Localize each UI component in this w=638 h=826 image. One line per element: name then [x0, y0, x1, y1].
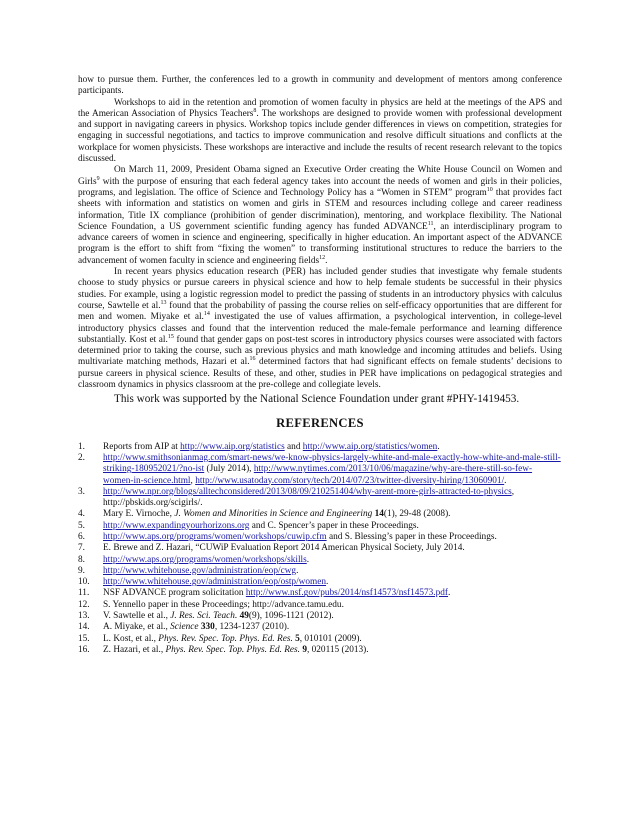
reference-item — [78, 521, 562, 532]
reference-number: 5. — [78, 520, 85, 531]
paragraph-text: . — [325, 255, 328, 266]
reference-link[interactable]: http://www.smithsonianmag.com/smart-news/we-know-physics-largely-white-and-male-exactly-how-white-and-male-still-striking-180952021/?no-ist — [103, 452, 561, 475]
reference-number: 7. — [78, 543, 85, 554]
citation-superscript: 12 — [319, 254, 326, 261]
reference-item — [78, 453, 562, 487]
paragraph-white-house — [78, 165, 562, 267]
volume-number: 5 — [295, 633, 300, 644]
reference-number: 13. — [78, 611, 90, 622]
citation-superscript: 11 — [427, 220, 434, 227]
reference-number: 1. — [78, 441, 85, 452]
reference-text: (9), 1096-1121 (2012). — [248, 611, 334, 622]
reference-text: and C. Spencer’s paper in these Proceedings. — [249, 520, 419, 531]
reference-item — [78, 577, 562, 588]
reference-item — [78, 509, 562, 520]
reference-link[interactable]: http://www.whitehouse.gov/administration/eop/ostp/women — [103, 577, 327, 588]
reference-link[interactable]: http://www.npr.org/blogs/alltechconsidered/2013/08/09/210251404/why-arent-more-girls-attracted-to-physics — [103, 486, 512, 497]
paragraph-text: that provides fact sheets with information and statistics on women and girls in STEM and resources including college and career readiness information, Title IX compliance (prohibition of gender discrimination), mentoring, and workplace flexibility. The National Science Foundation, a US government scientific funding agency has funded ADVANCE — [78, 187, 562, 232]
paragraph-text: found that gender gaps on post-test scores in introductory physics courses were associated with factors determined prior to taking the course, such as previous physics and math knowledge and incoming attitudes and beliefs. Using multivariate matching methods, Hazari et al. — [78, 334, 562, 368]
paragraph-text: determined factors that had significant effects on female students’ decisions to pursue careers in physical science. Results of these, and other, studies in PER have implications on pedagogical strategies and classroom dynamics in physics classroom at the pre-college and collegiate levels. — [78, 357, 562, 391]
reference-link[interactable]: http://www.aps.org/programs/women/workshops/cuwip.cfm — [103, 531, 327, 542]
reference-text: S. Yennello paper in these Proceedings; http://advance.tamu.edu. — [103, 599, 344, 610]
citation-superscript: 10 — [486, 186, 493, 193]
paragraph-per-research — [78, 267, 562, 391]
reference-text: , 020115 (2013). — [306, 644, 369, 655]
reference-text: L. Kost, et al., — [103, 633, 159, 644]
paragraph-text: Workshops to aid in the retention and promotion of women faculty in physics are held at the meetings of the APS and the American Association of Physics Teachers — [78, 97, 562, 119]
reference-text: , 010101 (2009). — [299, 633, 362, 644]
reference-link[interactable]: http://www.aip.org/statistics/women — [302, 441, 438, 452]
reference-number: 14. — [78, 622, 90, 633]
reference-item — [78, 611, 562, 622]
reference-item — [78, 543, 562, 554]
reference-item — [78, 442, 562, 453]
reference-text: , — [190, 475, 196, 486]
reference-list — [78, 442, 562, 657]
reference-text: NSF ADVANCE program solicitation — [103, 588, 246, 599]
reference-item — [78, 566, 562, 577]
journal-title: J. Women and Minorities in Science and Engineering — [174, 509, 373, 520]
reference-link[interactable]: http://www.nsf.gov/pubs/2014/nsf14573/nsf14573.pdf — [245, 588, 449, 599]
reference-link[interactable]: http://www.whitehouse.gov/administration/eop/cwg — [103, 565, 297, 576]
paragraph-text: investigated the use of values affirmation, a psychological intervention, in college-level introductory physics classes and found that the intervention reduced the male-female performance and learning difference substantially. Kost et al. — [78, 312, 562, 345]
reference-text: , 1234-1237 (2010). — [214, 622, 290, 633]
reference-item — [78, 532, 562, 543]
reference-text: . — [504, 475, 507, 486]
volume-number: 49 — [239, 611, 249, 622]
paragraph-text: how to pursue them. Further, the conferences led to a growth in community and development of mentors among conference participants. — [78, 75, 562, 97]
reference-link[interactable]: http://www.expandingyourhorizons.org — [103, 520, 250, 531]
paragraph-text: , an interdisciplinary program to advance careers of women in science and engineering, specifically in higher education. An important aspect of the ADVANCE program is the effort to shift from “fixing the women” to transforming institutional structures to reduce the barriers to the advancement of women faculty in science and engineering fields — [78, 221, 562, 266]
reference-text: (1), 29-48 (2008). — [383, 509, 451, 520]
reference-number: 9. — [78, 565, 85, 576]
reference-item — [78, 634, 562, 645]
reference-number: 8. — [78, 554, 85, 565]
paragraph-conferences — [78, 75, 562, 98]
citation-superscript: 15 — [167, 333, 174, 340]
reference-text: and S. Blessing’s paper in these Proceedings. — [326, 531, 497, 542]
reference-number: 16. — [78, 644, 90, 655]
paragraph-workshops — [78, 98, 562, 166]
reference-link[interactable]: http://www.aps.org/programs/women/workshops/skills — [103, 554, 307, 565]
reference-link[interactable]: http://www.aip.org/statistics — [180, 441, 285, 452]
paragraph-text: On March 11, 2009, President Obama signed an Executive Order creating the White House Council on Women and Girls — [78, 165, 562, 187]
journal-title: J. Res. Sci. Teach. — [170, 611, 238, 622]
reference-text: Reports from AIP at — [103, 441, 181, 452]
reference-item — [78, 555, 562, 566]
document-page — [78, 75, 562, 656]
journal-title: Phys. Rev. Spec. Top. Phys. Ed. Res. — [158, 633, 293, 644]
reference-number: 3. — [78, 486, 85, 497]
reference-number: 6. — [78, 531, 85, 542]
reference-text: . — [306, 554, 310, 565]
reference-item — [78, 645, 562, 656]
reference-item — [78, 487, 562, 510]
reference-text: Z. Hazari, et al., — [103, 644, 166, 655]
reference-text: (July 2014), — [204, 464, 254, 475]
citation-superscript: 13 — [160, 299, 167, 306]
paragraph-text: In recent years physics education research (PER) has included gender studies that investigate why female students choose to study physics or pursue careers in physical science and how to help female students be successful in their physics studies. For example, using a logistic regression model to predict the passing of students in an introductory physics with calculus course, Sawtelle et al. — [78, 267, 562, 311]
reference-text: . — [437, 441, 440, 452]
journal-title: Science — [170, 622, 199, 633]
volume-number: 9 — [302, 644, 307, 655]
reference-text: A. Miyake, et al., — [103, 622, 171, 633]
reference-number: 15. — [78, 633, 90, 644]
reference-text: V. Sawtelle et al., — [103, 611, 171, 622]
reference-number: 10. — [78, 577, 90, 588]
references-heading: REFERENCES — [276, 416, 364, 431]
reference-text: . — [326, 577, 329, 588]
reference-text: . — [296, 565, 299, 576]
reference-number: 4. — [78, 509, 85, 520]
reference-number: 12. — [78, 599, 90, 610]
citation-superscript: 9 — [96, 175, 100, 182]
volume-number: 330 — [200, 622, 215, 633]
reference-text: E. Brewe and Z. Hazari, “CUWiP Evaluation Report 2014 American Physical Society, July 2014. — [103, 543, 465, 554]
reference-text: , http://pbskids.org/scigirls/. — [103, 486, 515, 509]
journal-title: Phys. Rev. Spec. Top. Phys. Ed. Res. — [165, 644, 300, 655]
reference-link[interactable]: http://www.nytimes.com/2013/10/06/magazine/why-are-there-still-so-few-women-in-science.html — [103, 464, 533, 486]
reference-number: 11. — [78, 588, 90, 599]
reference-text: Mary E. Virnoche, — [103, 509, 175, 520]
reference-item — [78, 622, 562, 633]
reference-item — [78, 600, 562, 611]
volume-number: 14 — [374, 509, 384, 520]
reference-number: 2. — [78, 452, 85, 463]
reference-link[interactable]: http://www.usatoday.com/story/tech/2014/07/23/twitter-diversity-hiring/13060901/ — [195, 475, 505, 486]
reference-item — [78, 588, 562, 599]
reference-text: and — [284, 441, 303, 452]
paragraph-text: with the purpose of ensuring that each federal agency takes into account the needs of women and girls in their policies, programs, and legislation. The office of Science and Technology Policy has a “Women in STEM” program — [78, 176, 562, 198]
citation-superscript: 16 — [249, 356, 256, 363]
paragraph-text: . The workshops are designed to provide women with professional development and support in navigating careers in physics. Workshop topics include gender differences in views on competition, strategies for engaging in successful negotiations, and tactics to improve communication and resolve difficult situations and conflicts at the workplace for women physicists. These workshops are interactive and include the results of recent research relevant to the topics discussed. — [78, 108, 562, 165]
citation-superscript: 8 — [253, 107, 257, 114]
reference-text: . — [448, 588, 451, 599]
citation-superscript: 14 — [203, 311, 210, 318]
paragraph-text: found that the probability of passing the course relies on self-efficacy opportunities that are different for men and women. Miyake et al. — [78, 300, 563, 323]
acknowledgment: This work was supported by the National Science Foundation under grant #PHY-1419453. — [114, 393, 520, 406]
